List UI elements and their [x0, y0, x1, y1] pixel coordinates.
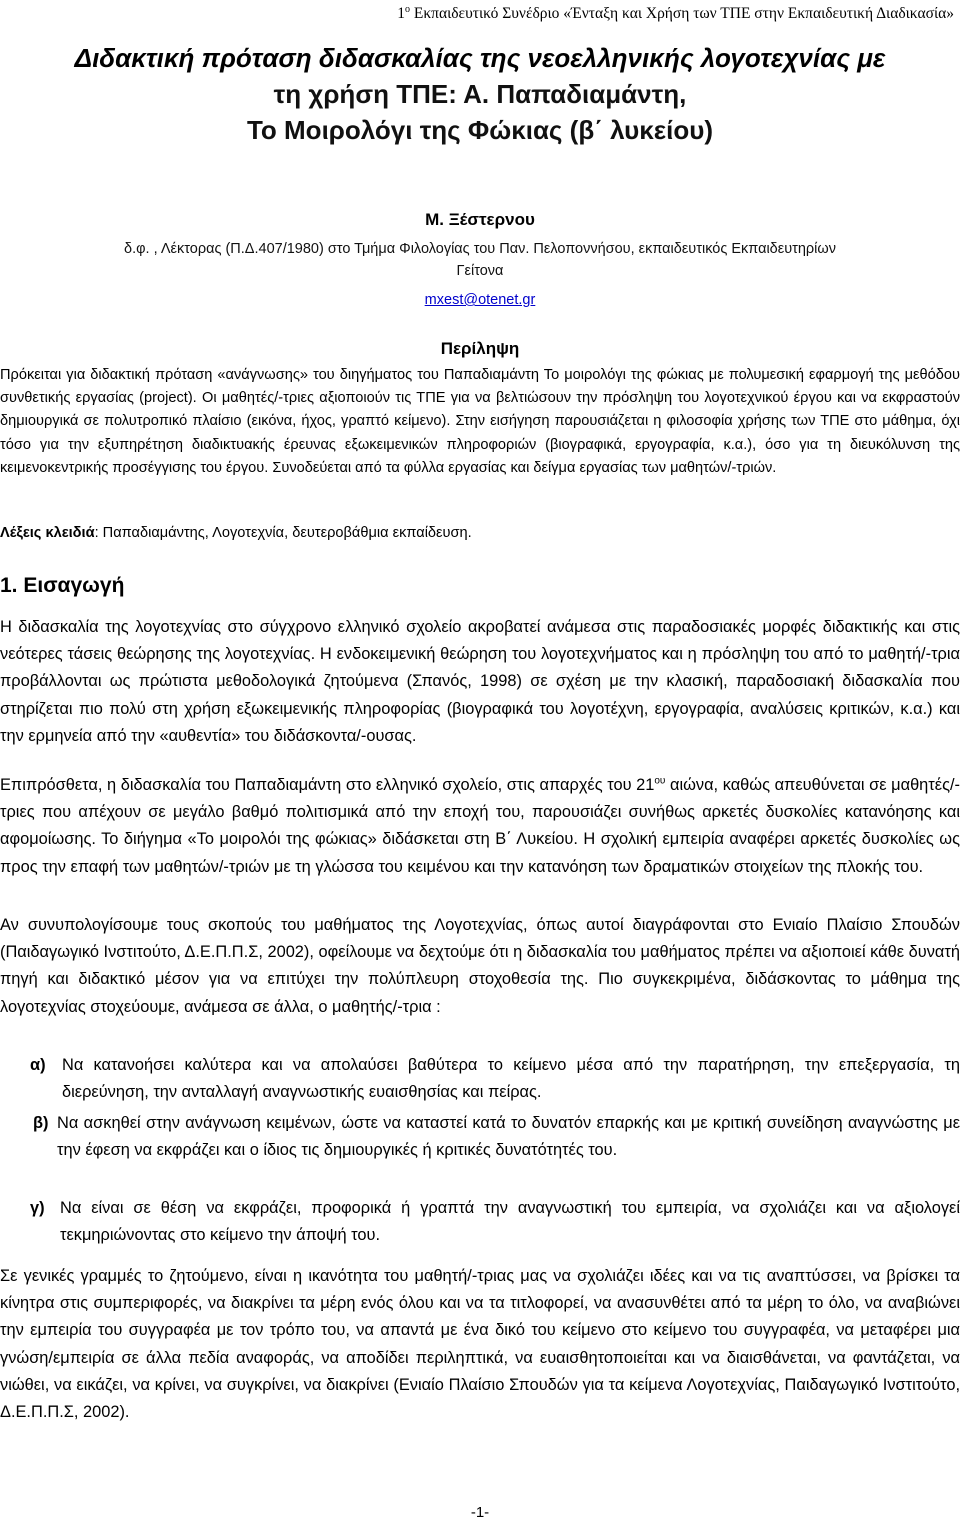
century-superscript: ου — [654, 775, 666, 787]
author-affiliation — [0, 238, 960, 282]
title-line-2: τη χρήση ΤΠΕ: Α. Παπαδιαμάντη, — [273, 79, 687, 109]
section-heading-introduction: 1. Εισαγωγή — [0, 574, 125, 597]
paragraph-1: Η διδασκαλία της λογοτεχνίας στο σύγχρονο ελληνικό σχολείο ακροβατεί ανάμεσα στις παραδοσιακές μορφές διδακτικής και στις νεότερες τάσεις θεώρησης της λογοτεχνίας. Η ενδοκειμενική θεώρηση του λογοτεχνήματος και η πρόσληψη του από το μαθητή/-τρια προβάλλονται ως πρώτιστα μεθοδολογικά ζητούμενα (Σπανός, 1998) σε σχέση με την κλασική, παραδοσιακή διδασκαλία που στηρίζεται πιο πολύ στη χρήση εξωκειμενικής πληροφορίας (βιογραφικά του λογοτέχνη, εργογραφία, αναλύσεις κριτικών, κ.α.) και την ερμηνεία από την «αυθεντία» του διδάσκοντα/-ουσας. — [0, 618, 960, 745]
paragraph-4: Σε γενικές γραμμές το ζητούμενο, είναι η ικανότητα του μαθητή/-τριας μας να σχολιάζει ιδέες και να τις αναπτύσσει, να βρίσκει τα κίνητρα στις συμπεριφορές, να διακρίνει τα μέρη ενός όλου και να τα τιτλοφορεί, να ανασυνθέτει από τα μέρη το όλο, να αναβιώνει την εμπειρία του συγγραφέα με τον τρόπο του, να απαντά με ένα δικό του κείμενο στο κείμενο του συγγραφέα, να μεταφέρει μια γνώση/εμπειρία σε άλλα πεδία αναφοράς, να αποδίδει περιληπτικά, να ευαισθητοποιείται και να διαισθάνεται, να φαντάζεται, να νιώθει, να εικάζει, να κρίνει, να συγκρίνει, να διακρίνει (Ενιαίο Πλαίσιο Σπουδών για τα κείμενα Λογοτεχνίας, Παιδαγωγικό Ινστιτούτο, Δ.Ε.Π.Π.Σ, 2002). — [0, 1267, 960, 1422]
paragraph-2-end: αιώνα, καθώς απευθύνεται σε μαθητές/-τριες που απέχουν σε μεγάλο βαθμό πολιτισμικά από την εποχή του, παρουσιάζει συνήθως αρκετές δυσκολίες κατανόησης και αφομοίωσης. Το διήγημα «Το μοιρολόι της φώκιας» διδάσκεται στη Β΄ Λυκείου. Η σχολική εμπειρία αναφέρει αρκετές δυσκολίες ως προς την επαφή των μαθητών/-τριών με τη γλώσσα του κειμένου και την κατανόηση των δραματικών στοιχείων της πλοκής του. — [0, 776, 960, 876]
list-item-text: Να κατανοήσει καλύτερα και να απολαύσει βαθύτερα το κείμενο μέσα από την παρατήρηση, την επεξεργασία, τη διερεύνηση, την ανταλλαγή αναγνωστικής ευαισθησίας και πείρας. — [62, 1056, 960, 1102]
paragraph-2 — [0, 772, 960, 881]
affiliation-line-2: Γείτονα — [456, 263, 504, 279]
list-item — [0, 1110, 960, 1164]
abstract-heading: Περίληψη — [440, 339, 520, 358]
affiliation-line-1: δ.φ. , Λέκτορας (Π.Δ.407/1980) στο Τμήμα Φιλολογίας του Παν. Πελοποννήσου, εκπαιδευτικός Εκπαιδευτηρίων — [124, 241, 836, 257]
title-line-1: Διδακτική πρόταση διδασκαλίας της νεοελληνικής λογοτεχνίας με — [74, 43, 886, 73]
author-email — [0, 292, 960, 308]
paper-title — [0, 40, 960, 148]
keywords-text: : Παπαδιαμάντης, Λογοτεχνία, δευτεροβάθμια εκπαίδευση. — [94, 525, 472, 541]
page-number: -1- — [470, 1504, 490, 1521]
running-header — [397, 4, 954, 23]
abstract-text: Πρόκειται για διδακτική πρόταση «ανάγνωσης» του διηγήματος του Παπαδιαμάντη Το μοιρολόγι της φώκιας με πολυμεσική εφαρμογή της μεθόδου συνθετικής εργασίας (project). Οι μαθητές/-τριες αξιοποιούν τις ΤΠΕ για να βελτιώσουν την πρόσληψη του λογοτεχνικού έργου και να εκφραστούν δημιουργικά σε πολυτροπικό πλαίσιο (εικόνα, ήχος, γραπτό κείμενο). Στην εισήγηση παρουσιάζεται η φιλοσοφία χρήσης των ΤΠΕ στο μάθημα, όχι τόσο για την εξυπηρέτηση διαδικτυακής έρευνας εξωκειμενικών πληροφοριών (βιογραφικά, εργογραφία, κ.α.), όσο για τη διευκόλυνση της κειμενοκεντρικής προσέγγισης του έργου. Συνοδεύεται από τα φύλλα εργασίας και δείγμα εργασίας των μαθητών/-τριών. — [0, 367, 960, 476]
list-item-text: Να ασκηθεί στην ανάγνωση κειμένων, ώστε να καταστεί κατά το δυνατόν επαρκής και με κριτική συνείδηση αναγνώστης με την έφεση να εκφράζει και ο ίδιος τις δημιουργικές ή κριτικές δυνατότητές του. — [57, 1114, 960, 1160]
conference-title: Εκπαιδευτικό Συνέδριο «Ένταξη και Χρήση των ΤΠΕ στην Εκπαιδευτική Διαδικασία» — [409, 5, 954, 23]
list-marker: α) — [30, 1056, 46, 1074]
list-item — [0, 1195, 960, 1249]
keywords-label: Λέξεις κλειδιά — [0, 525, 95, 541]
list-item — [0, 1052, 960, 1106]
author-name: Μ. Ξέστερνου — [425, 210, 535, 229]
list-item-text: Να είναι σε θέση να εκφράζει, προφορικά ή γραπτά την αναγνωστική του εμπειρία, να σχολιάζει και να αξιολογεί τεκμηριώνοντας στο κείμενο την άποψή του. — [60, 1199, 960, 1245]
list-marker: γ) — [30, 1199, 45, 1217]
paragraph-3: Αν συνυπολογίσουμε τους σκοπούς του μαθήματος της Λογοτεχνίας, όπως αυτοί διαγράφονται στο Ενιαίο Πλαίσιο Σπουδών (Παιδαγωγικό Ινστιτούτο, Δ.Ε.Π.Π.Σ, 2002), οφείλουμε να δεχτούμε ότι η διδασκαλία του μαθήματος πρέπει να αξιοποιεί κάθε δυνατή πηγή και διδακτικό μέσον για να επιτύχει την πολύπλευρη στοχοθεσία της. Πιο συγκεκριμένα, διδάσκοντας το μάθημα της λογοτεχνίας στοχεύουμε, ανάμεσα σε άλλα, ο μαθητής/-τρια : — [0, 916, 960, 1016]
keywords — [0, 525, 960, 541]
conference-number: 1 — [397, 5, 405, 23]
email-link[interactable]: mxest@otenet.gr — [424, 292, 536, 308]
conference-superscript: ο — [404, 4, 410, 15]
list-marker: β) — [33, 1114, 49, 1132]
paragraph-2-start: Επιπρόσθετα, η διδασκαλία του Παπαδιαμάντη στο ελληνικό σχολείο, στις απαρχές του 21 — [0, 776, 655, 794]
title-line-3: Το Μοιρολόγι της Φώκιας (β΄ λυκείου) — [246, 115, 714, 145]
